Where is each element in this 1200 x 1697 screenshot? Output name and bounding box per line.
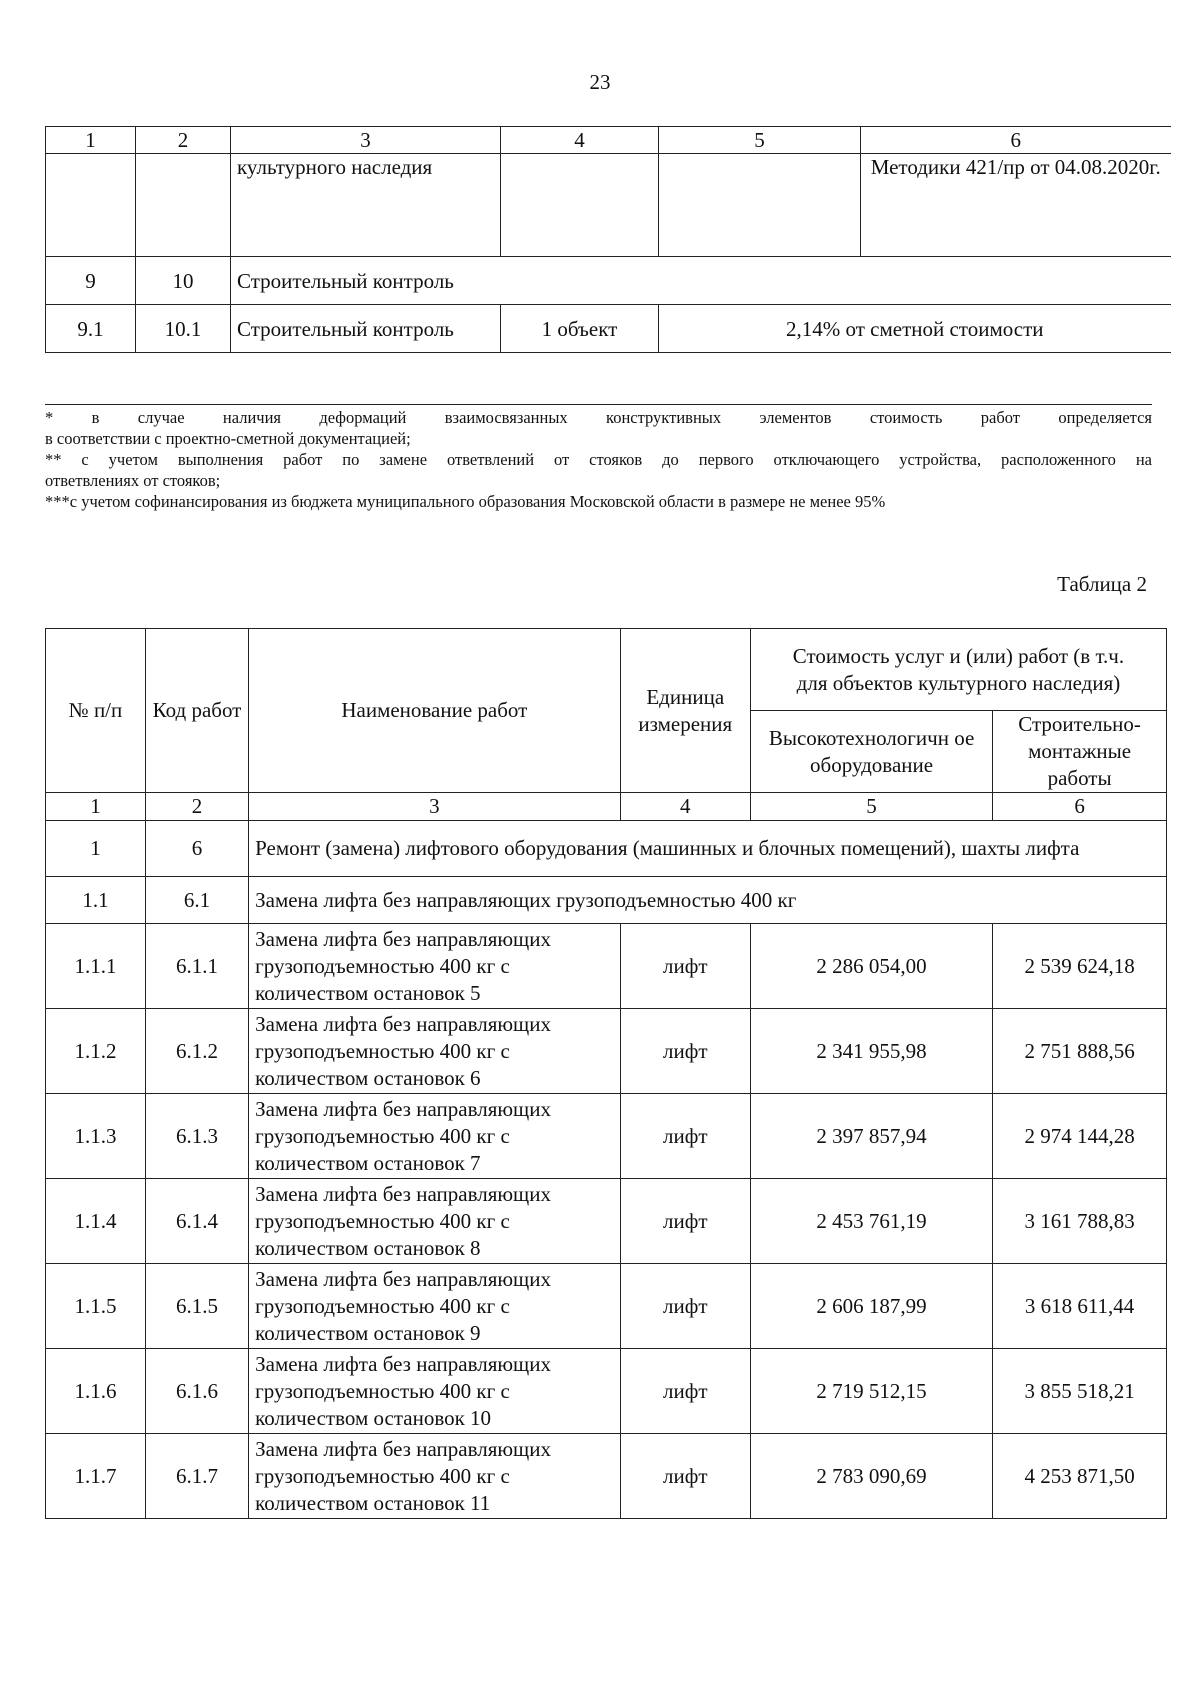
work-code: 6.1.5 — [145, 1264, 248, 1349]
column-number-row — [46, 127, 1171, 154]
row-number: 1.1.5 — [46, 1264, 146, 1349]
equipment-cost: 2 286 054,00 — [750, 924, 992, 1009]
footnote-line: ответвлениях от стояков; — [45, 471, 221, 490]
header-work-name: Наименование работ — [249, 629, 620, 793]
unit-cell: лифт — [620, 1349, 750, 1434]
col-number: 5 — [659, 127, 861, 154]
footnote-divider — [45, 404, 1152, 405]
work-code: 6.1.4 — [145, 1179, 248, 1264]
table-row — [46, 154, 1171, 257]
row-number: 1.1.3 — [46, 1094, 146, 1179]
col-number: 6 — [993, 793, 1167, 821]
cost-cell: 2,14% от сметной стоимости — [659, 305, 1171, 353]
header-equipment: Высокотехнологичн ое оборудование — [750, 711, 992, 793]
row-number: 9 — [46, 257, 136, 305]
unit-cell: лифт — [620, 1009, 750, 1094]
continuation-table — [45, 126, 1171, 353]
work-name-cell: Замена лифта без направляющих грузоподъемностью 400 кг с количеством остановок 8 — [249, 1179, 620, 1264]
subsection-row — [46, 877, 1167, 924]
table-row — [46, 1094, 1167, 1179]
section-row — [46, 257, 1171, 305]
col-number: 1 — [46, 793, 146, 821]
section-row — [46, 821, 1167, 877]
row-number: 1.1.1 — [46, 924, 146, 1009]
work-code: 6.1 — [145, 877, 248, 924]
row-number: 1 — [46, 821, 146, 877]
work-code: 10 — [136, 257, 231, 305]
equipment-cost: 2 783 090,69 — [750, 1434, 992, 1519]
equipment-cost: 2 397 857,94 — [750, 1094, 992, 1179]
work-name-cell: Замена лифта без направляющих грузоподъемностью 400 кг с количеством остановок 7 — [249, 1094, 620, 1179]
footnote-line: ** с учетом выполнения работ по замене ответвлений от стояков до первого отключающего устройства, расположенного на — [45, 450, 1152, 469]
table-row — [46, 1009, 1167, 1094]
table-row — [46, 1179, 1167, 1264]
header-work-code: Код работ — [145, 629, 248, 793]
footnote-line: ***с учетом софинансирования из бюджета муниципального образования Московской области в размере не менее 95% — [45, 492, 886, 511]
work-code: 6.1.2 — [145, 1009, 248, 1094]
subsection-title: Замена лифта без направляющих грузоподъемностью 400 кг — [249, 877, 1167, 924]
col-number: 1 — [46, 127, 136, 154]
unit-cell: 1 объект — [501, 305, 659, 353]
col-number: 2 — [145, 793, 248, 821]
footnote-line: * в случае наличия деформаций взаимосвязанных конструктивных элементов стоимость работ определяется — [45, 408, 1152, 427]
row-number: 1.1 — [46, 877, 146, 924]
table-caption: Таблица 2 — [1057, 572, 1147, 596]
work-code: 6.1.7 — [145, 1434, 248, 1519]
construction-cost: 2 751 888,56 — [993, 1009, 1167, 1094]
construction-cost: 2 539 624,18 — [993, 924, 1167, 1009]
work-name-cell: Строительный контроль — [231, 305, 501, 353]
col-number: 2 — [136, 127, 231, 154]
work-name-cell: культурного наследия — [231, 154, 501, 257]
row-number: 1.1.2 — [46, 1009, 146, 1094]
construction-cost: 4 253 871,50 — [993, 1434, 1167, 1519]
work-code: 10.1 — [136, 305, 231, 353]
work-code: 6.1.6 — [145, 1349, 248, 1434]
work-name-cell: Замена лифта без направляющих грузоподъемностью 400 кг с количеством остановок 6 — [249, 1009, 620, 1094]
unit-cell: лифт — [620, 1264, 750, 1349]
construction-cost: 2 974 144,28 — [993, 1094, 1167, 1179]
page-number: 23 — [589, 70, 611, 94]
section-title: Ремонт (замена) лифтового оборудования (машинных и блочных помещений), шахты лифта — [249, 821, 1167, 877]
table-row — [46, 305, 1171, 353]
footnote-line: в соответствии с проектно-сметной документацией; — [45, 429, 411, 448]
column-number-row — [46, 793, 1167, 821]
work-name-cell: Замена лифта без направляющих грузоподъемностью 400 кг с количеством остановок 10 — [249, 1349, 620, 1434]
equipment-cost: 2 453 761,19 — [750, 1179, 992, 1264]
work-code: 6.1.1 — [145, 924, 248, 1009]
unit-cell: лифт — [620, 924, 750, 1009]
work-code: 6 — [145, 821, 248, 877]
col-number: 4 — [620, 793, 750, 821]
table-row — [46, 924, 1167, 1009]
col-number: 4 — [501, 127, 659, 154]
work-code: 6.1.3 — [145, 1094, 248, 1179]
unit-cell: лифт — [620, 1179, 750, 1264]
methodology-note-cell: Методики 421/пр от 04.08.2020г. — [861, 154, 1171, 257]
equipment-cost: 2 719 512,15 — [750, 1349, 992, 1434]
header-unit: Единица измерения — [620, 629, 750, 793]
col-number: 6 — [861, 127, 1171, 154]
row-number: 1.1.6 — [46, 1349, 146, 1434]
footnotes — [45, 404, 1152, 512]
row-number: 9.1 — [46, 305, 136, 353]
col-number: 3 — [249, 793, 620, 821]
unit-cell: лифт — [620, 1434, 750, 1519]
table-row — [46, 1349, 1167, 1434]
header-construction: Строительно-монтажные работы — [993, 711, 1167, 793]
col-number: 5 — [750, 793, 992, 821]
header-row — [46, 629, 1167, 711]
construction-cost: 3 161 788,83 — [993, 1179, 1167, 1264]
table-row — [46, 1264, 1167, 1349]
construction-cost: 3 618 611,44 — [993, 1264, 1167, 1349]
header-cost-group: Стоимость услуг и (или) работ (в т.ч. для объектов культурного наследия) — [750, 629, 1166, 711]
header-row-number: № п/п — [46, 629, 146, 793]
price-table — [45, 628, 1167, 1519]
row-number: 1.1.7 — [46, 1434, 146, 1519]
row-number: 1.1.4 — [46, 1179, 146, 1264]
table-row — [46, 1434, 1167, 1519]
section-title: Строительный контроль — [231, 257, 1171, 305]
work-name-cell: Замена лифта без направляющих грузоподъемностью 400 кг с количеством остановок 11 — [249, 1434, 620, 1519]
construction-cost: 3 855 518,21 — [993, 1349, 1167, 1434]
equipment-cost: 2 606 187,99 — [750, 1264, 992, 1349]
col-number: 3 — [231, 127, 501, 154]
work-name-cell: Замена лифта без направляющих грузоподъемностью 400 кг с количеством остановок 5 — [249, 924, 620, 1009]
work-name-cell: Замена лифта без направляющих грузоподъемностью 400 кг с количеством остановок 9 — [249, 1264, 620, 1349]
unit-cell: лифт — [620, 1094, 750, 1179]
equipment-cost: 2 341 955,98 — [750, 1009, 992, 1094]
